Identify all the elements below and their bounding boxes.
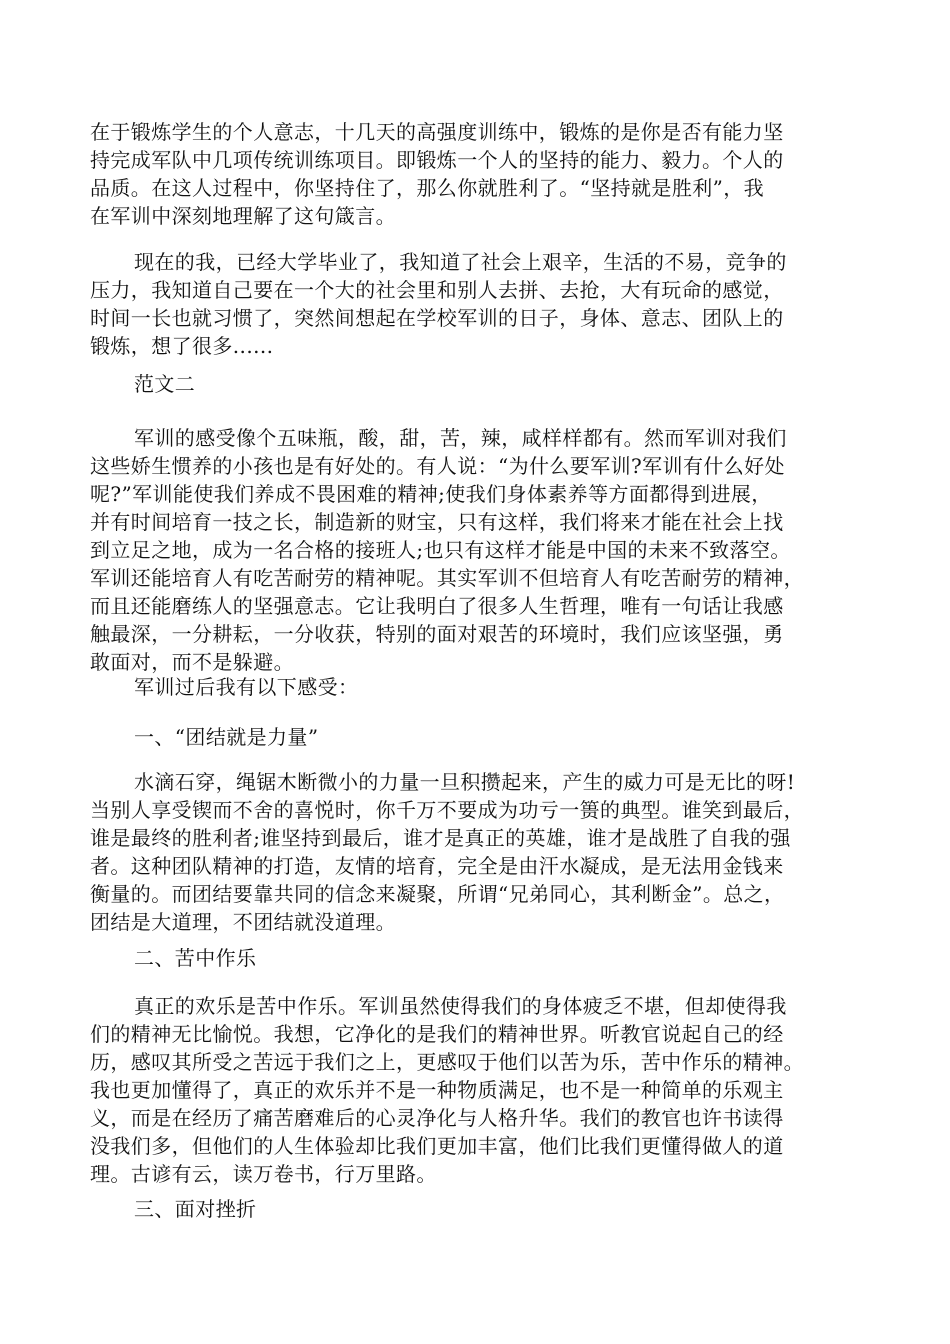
text-line: 在于锻炼学生的个人意志，十几天的高强度训练中，锻炼的是你是否有能力坚: [90, 120, 784, 144]
section-heading-joy-in-hardship: [90, 944, 870, 972]
text-line: 军训的感受像个五味瓶，酸，甜，苦，辣，咸样样都有。然而军训对我们: [134, 426, 787, 450]
paragraph-military-training-feelings: [90, 424, 870, 676]
text-line: 衡量的。而团结要靠共同的信念来凝聚，所谓“兄弟同心，其利断金”。总之，: [90, 882, 785, 906]
text-line: 我也更加懂得了，真正的欢乐并不是一种物质满足，也不是一种简单的乐观主: [90, 1078, 784, 1102]
section-heading-facing-setbacks: [90, 1195, 870, 1223]
text-line: 这些娇生惯养的小孩也是有好处的。有人说：“为什么要军训?军训有什么好处: [90, 454, 785, 478]
text-line: 并有时间培育一技之长，制造新的财宝，只有这样，我们将来才能在社会上找: [90, 510, 784, 534]
heading-text: 二、苦中作乐: [134, 946, 257, 970]
paragraph-joy-in-hardship: [90, 992, 870, 1188]
section-heading-sample-two: [90, 370, 870, 398]
text-line: 们的精神无比愉悦。我想，它净化的是我们的精神世界。听教官说起自己的经: [90, 1022, 784, 1046]
paragraph-continuation: [90, 118, 870, 230]
text-line: 当别人享受锲而不舍的喜悦时，你千万不要成为功亏一篑的典型。谁笑到最后，: [90, 798, 804, 822]
text-line: 没我们多，但他们的人生体验却比我们更加丰富，他们比我们更懂得做人的道: [90, 1134, 784, 1158]
text-line: 在军训中深刻地理解了这句箴言。: [90, 204, 396, 228]
text-line: 团结是大道理，不团结就没道理。: [90, 910, 396, 934]
text-line: 谁是最终的胜利者;谁坚持到最后，谁才是真正的英雄，谁才是战胜了自我的强: [90, 826, 791, 850]
text-line: 时间一长也就习惯了，突然间想起在学校军训的日子，身体、意志、团队上的: [90, 306, 784, 330]
heading-text: 范文二: [134, 372, 196, 396]
text-line: 持完成军队中几项传统训练项目。即锻炼一个人的坚持的能力、毅力。个人的: [90, 148, 784, 172]
text-line: 品质。在这人过程中，你坚持住了，那么你就胜利了。“坚持就是胜利”，我: [90, 176, 765, 200]
text-line: 敢面对，而不是躲避。: [90, 650, 294, 674]
text-line: 锻炼，想了很多......: [90, 334, 274, 358]
heading-text: 一、“团结就是力量”: [134, 725, 319, 749]
text-line: 水滴石穿，绳锯木断微小的力量一旦积攒起来，产生的威力可是无比的呀!: [134, 770, 796, 794]
section-heading-unity: [90, 723, 870, 751]
text-line: 军训还能培育人有吃苦耐劳的精神呢。其实军训不但培育人有吃苦耐劳的精神，: [90, 566, 804, 590]
text-line: 义，而是在经历了痛苦磨难后的心灵净化与人格升华。我们的教官也许书读得: [90, 1106, 784, 1130]
text-line: 者。这种团队精神的打造，友情的培育，完全是由汗水凝成，是无法用金钱来: [90, 854, 784, 878]
text-line: 现在的我，已经大学毕业了，我知道了社会上艰辛，生活的不易，竞争的: [134, 250, 787, 274]
text-line: 真正的欢乐是苦中作乐。军训虽然使得我们的身体疲乏不堪，但却使得我: [134, 994, 787, 1018]
text-line: 呢?”军训能使我们养成不畏困难的精神;使我们身体素养等方面都得到进展，: [90, 482, 772, 506]
text-line: 理。古谚有云，读万卷书，行万里路。: [90, 1162, 437, 1186]
text-line: 历，感叹其所受之苦远于我们之上，更感叹于他们以苦为乐，苦中作乐的精神。: [90, 1050, 804, 1074]
text-line: 到立足之地，成为一名合格的接班人;也只有这样才能是中国的未来不致落空。: [90, 538, 791, 562]
text-line: 压力，我知道自己要在一个大的社会里和别人去拼、去抢，大有玩命的感觉，: [90, 278, 784, 302]
paragraph-after-graduation: [90, 248, 870, 360]
text-line: 军训过后我有以下感受：: [134, 675, 359, 699]
paragraph-intro-feelings: [90, 673, 870, 701]
text-line: 而且还能磨练人的坚强意志。它让我明白了很多人生哲理，唯有一句话让我感: [90, 594, 784, 618]
paragraph-unity: [90, 768, 870, 936]
text-line: 触最深，一分耕耘，一分收获，特别的面对艰苦的环境时，我们应该坚强，勇: [90, 622, 784, 646]
heading-text: 三、面对挫折: [134, 1197, 257, 1221]
